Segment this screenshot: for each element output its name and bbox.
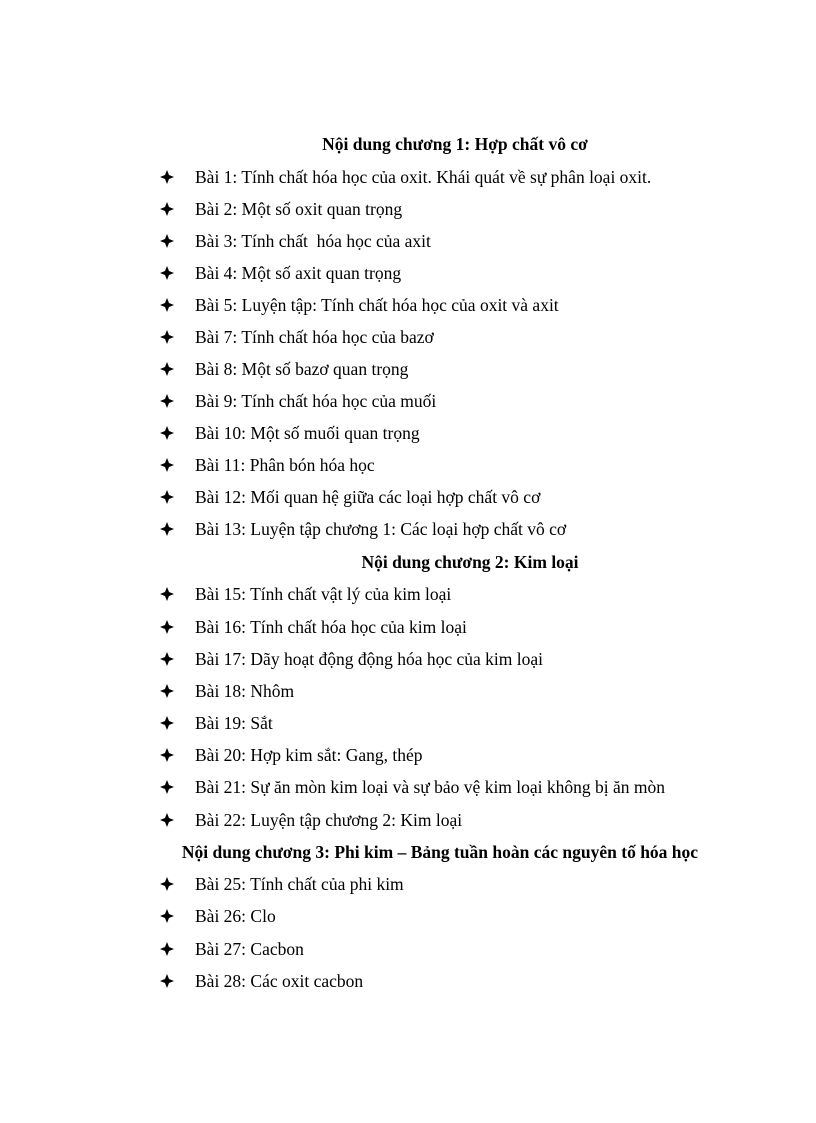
list-item-text: Bài 15: Tính chất vật lý của kim loại <box>195 584 452 604</box>
diamond-bullet-icon <box>160 587 174 601</box>
diamond-bullet-icon <box>160 266 174 280</box>
list-item-text: Bài 1: Tính chất hóa học của oxit. Khái quát về sự phân loại oxit. <box>195 167 652 187</box>
diamond-bullet-icon <box>160 202 174 216</box>
section-1-title: Nội dung chương 1: Hợp chất vô cơ <box>322 134 588 154</box>
list-item-text: Bài 27: Cacbon <box>195 939 304 959</box>
diamond-bullet-icon <box>160 620 174 634</box>
diamond-bullet-icon <box>160 877 174 891</box>
list-item-text: Bài 8: Một số bazơ quan trọng <box>195 359 409 379</box>
list-item-text: Bài 21: Sự ăn mòn kim loại và sự bảo vệ kim loại không bị ăn mòn <box>195 777 666 797</box>
section-2-title: Nội dung chương 2: Kim loại <box>361 552 579 572</box>
diamond-bullet-icon <box>160 170 174 184</box>
diamond-bullet-icon <box>160 394 174 408</box>
section-3-title: Nội dung chương 3: Phi kim – Bảng tuần hoàn các nguyên tố hóa học <box>181 842 699 862</box>
diamond-bullet-icon <box>160 813 174 827</box>
diamond-bullet-icon <box>160 748 174 762</box>
list-item-text: Bài 2: Một số oxit quan trọng <box>195 199 403 219</box>
diamond-bullet-icon <box>160 522 174 536</box>
list-item-text: Bài 7: Tính chất hóa học của bazơ <box>195 327 434 347</box>
diamond-bullet-icon <box>160 684 174 698</box>
list-item-text: Bài 22: Luyện tập chương 2: Kim loại <box>195 810 463 830</box>
list-item-text: Bài 26: Clo <box>195 906 276 926</box>
list-item-text: Bài 5: Luyện tập: Tính chất hóa học của oxit và axit <box>195 295 559 315</box>
diamond-bullet-icon <box>160 652 174 666</box>
list-item-text: Bài 19: Sắt <box>195 713 273 733</box>
list-item-text: Bài 11: Phân bón hóa học <box>195 455 375 475</box>
diamond-bullet-icon <box>160 780 174 794</box>
list-item-text: Bài 10: Một số muối quan trọng <box>195 423 420 443</box>
list-item-text: Bài 17: Dãy hoạt động động hóa học của kim loại <box>195 649 543 669</box>
list-item-text: Bài 3: Tính chất hóa học của axit <box>195 231 431 251</box>
diamond-bullet-icon <box>160 362 174 376</box>
list-item-text: Bài 9: Tính chất hóa học của muối <box>195 391 437 411</box>
list-item-text: Bài 16: Tính chất hóa học của kim loại <box>195 617 467 637</box>
list-item-text: Bài 18: Nhôm <box>195 681 295 701</box>
diamond-bullet-icon <box>160 974 174 988</box>
diamond-bullet-icon <box>160 330 174 344</box>
list-item-text: Bài 13: Luyện tập chương 1: Các loại hợp chất vô cơ <box>195 519 567 539</box>
diamond-bullet-icon <box>160 458 174 472</box>
diamond-bullet-icon <box>160 298 174 312</box>
diamond-bullet-icon <box>160 426 174 440</box>
diamond-bullet-icon <box>160 490 174 504</box>
list-item-text: Bài 4: Một số axit quan trọng <box>195 263 402 283</box>
list-item-text: Bài 28: Các oxit cacbon <box>195 971 364 991</box>
list-item-text: Bài 25: Tính chất của phi kim <box>195 874 404 894</box>
diamond-bullet-icon <box>160 716 174 730</box>
diamond-bullet-icon <box>160 909 174 923</box>
list-item-text: Bài 12: Mối quan hệ giữa các loại hợp chất vô cơ <box>195 487 541 507</box>
list-item-text: Bài 20: Hợp kim sắt: Gang, thép <box>195 745 423 765</box>
diamond-bullet-icon <box>160 942 174 956</box>
diamond-bullet-icon <box>160 234 174 248</box>
